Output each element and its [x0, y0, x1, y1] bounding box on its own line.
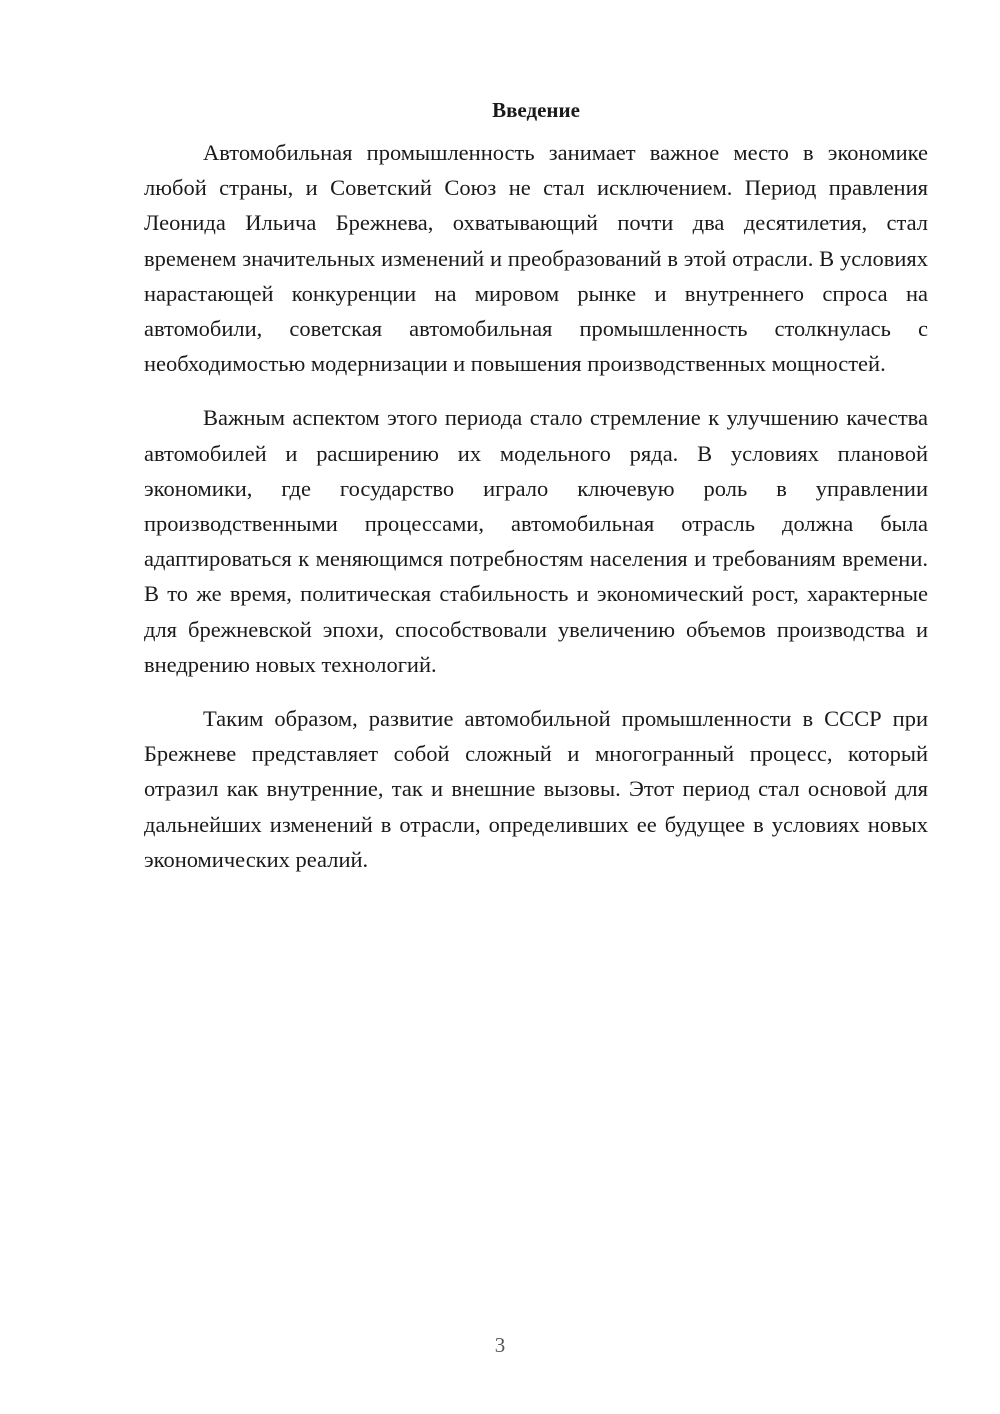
- paragraph-1: Автомобильная промышленность занимает важное место в экономике любой страны, и Советский Союз не стал исключением. Период правления Леонида Ильича Брежнева, охватывающий почти два десятилетия, стал временем значительных изменений и преобразований в этой отрасли. В условиях нарастающей конкуренции на мировом рынке и внутреннего спроса на автомобили, советская автомобильная промышленность столкнулась с необходимостью модернизации и повышения производственных мощностей.: [144, 140, 928, 377]
- paragraph-2: Важным аспектом этого периода стало стремление к улучшению качества автомобилей и расширению их модельного ряда. В условиях плановой экономики, где государство играло ключевую роль в управлении производственными процессами, автомобильная отрасль должна была адаптироваться к меняющимся потребностям населения и требованиям времени. В то же время, политическая стабильность и экономический рост, характерные для брежневской эпохи, способствовали увеличению объемов производства и внедрению новых технологий.: [144, 405, 928, 677]
- page-content: [144, 92, 928, 896]
- paragraph-3: Таким образом, развитие автомобильной промышленности в СССР при Брежневе представляет собой сложный и многогранный процесс, который отразил как внутренние, так и внешние вызовы. Этот период стал основой для дальнейших изменений в отрасли, определивших ее будущее в условиях новых экономических реалий.: [144, 706, 928, 872]
- page-number: 3: [494, 1333, 506, 1357]
- section-heading: Введение: [492, 98, 580, 122]
